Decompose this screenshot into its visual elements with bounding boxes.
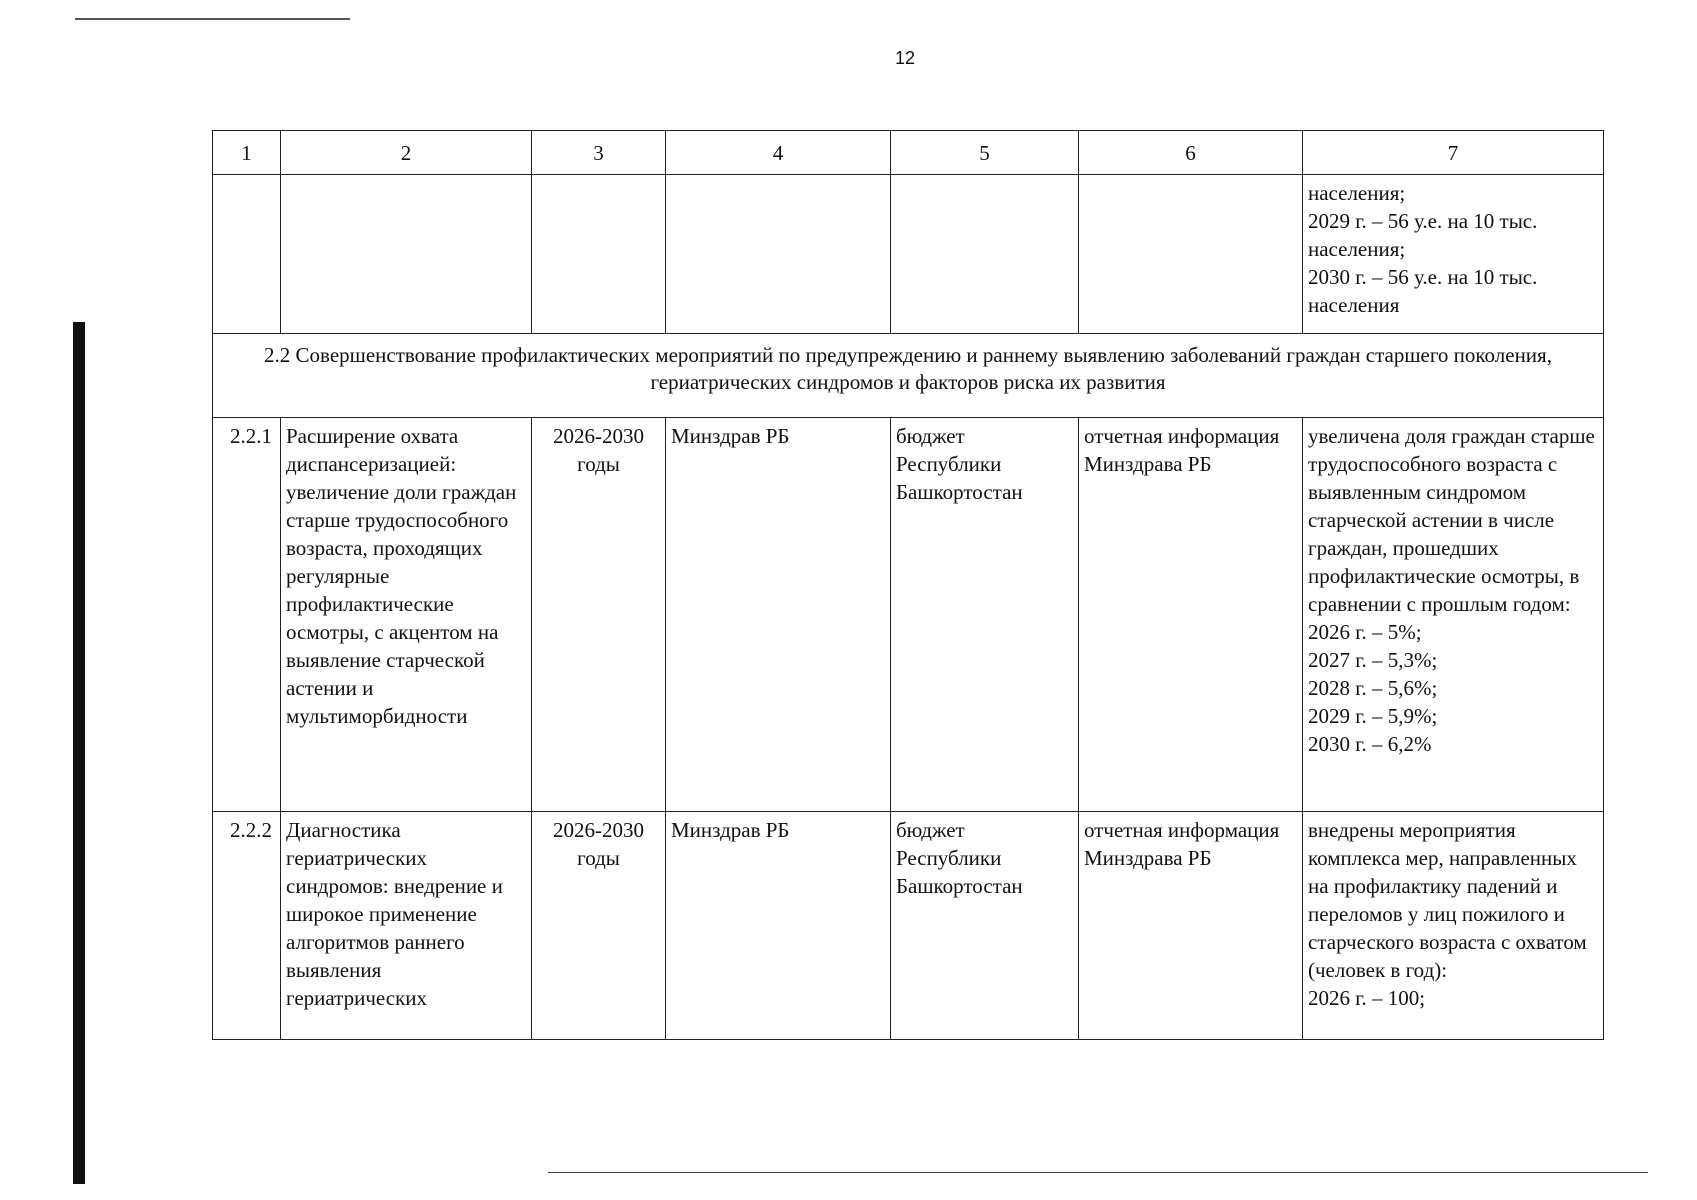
table-header-row <box>213 131 1604 175</box>
row-number: 2.2.2 <box>213 812 281 1040</box>
page-number: 12 <box>894 48 916 68</box>
scan-artifact-left-bar <box>73 322 85 1184</box>
event-name: Диагностика гериатрических синдромов: внедрение и широкое применение алгоритмов раннего выявления гериатрических <box>281 812 532 1040</box>
funding-source: бюджет Республики Башкортостан <box>891 418 1079 812</box>
table-row <box>213 812 1604 1040</box>
executor: Минздрав РБ <box>666 418 891 812</box>
expected-result: увеличена доля граждан старше трудоспособного возраста с выявленным синдромом старческой астении в числе граждан, прошедших профилактические осмотры, в сравнении с прошлым годом: 2026 г. – 5%; 2027 г. – 5,3%; 2028 г. – 5,6%; 2029 г. – 5,9%; 2030 г. – 6,2% <box>1303 418 1604 812</box>
expected-result: внедрены мероприятия комплекса мер, направленных на профилактику падений и переломов у лиц пожилого и старческого возраста с охватом (человек в год): 2026 г. – 100; <box>1303 812 1604 1040</box>
column-header: 6 <box>1079 131 1303 175</box>
table-row <box>213 418 1604 812</box>
funding-source: бюджет Республики Башкортостан <box>891 812 1079 1040</box>
column-header: 4 <box>666 131 891 175</box>
continuation-row <box>213 175 1604 334</box>
column-header: 5 <box>891 131 1079 175</box>
column-header: 3 <box>532 131 666 175</box>
event-name: Расширение охвата диспансеризацией: увеличение доли граждан старше трудоспособного возраста, проходящих регулярные профилактические осмотры, с акцентом на выявление старческой астении и мультиморбидности <box>281 418 532 812</box>
scan-artifact-bottom-line <box>548 1172 1648 1173</box>
measures-table <box>212 130 1604 1040</box>
column-header: 7 <box>1303 131 1604 175</box>
column-header: 1 <box>213 131 281 175</box>
column-header: 2 <box>281 131 532 175</box>
section-row <box>213 334 1604 418</box>
row-number: 2.2.1 <box>213 418 281 812</box>
executor: Минздрав РБ <box>666 812 891 1040</box>
reporting-form: отчетная информация Минздрава РБ <box>1079 418 1303 812</box>
scan-artifact-top-line <box>75 18 350 20</box>
continuation-result: населения; 2029 г. – 56 у.е. на 10 тыс. населения; 2030 г. – 56 у.е. на 10 тыс. населения <box>1303 175 1604 334</box>
period: 2026-2030 годы <box>532 812 666 1040</box>
section-title: 2.2 Совершенствование профилактических мероприятий по предупреждению и раннему выявлению заболеваний граждан старшего поколения, гериатрических синдромов и факторов риска их развития <box>213 334 1604 418</box>
period: 2026-2030 годы <box>532 418 666 812</box>
reporting-form: отчетная информация Минздрава РБ <box>1079 812 1303 1040</box>
